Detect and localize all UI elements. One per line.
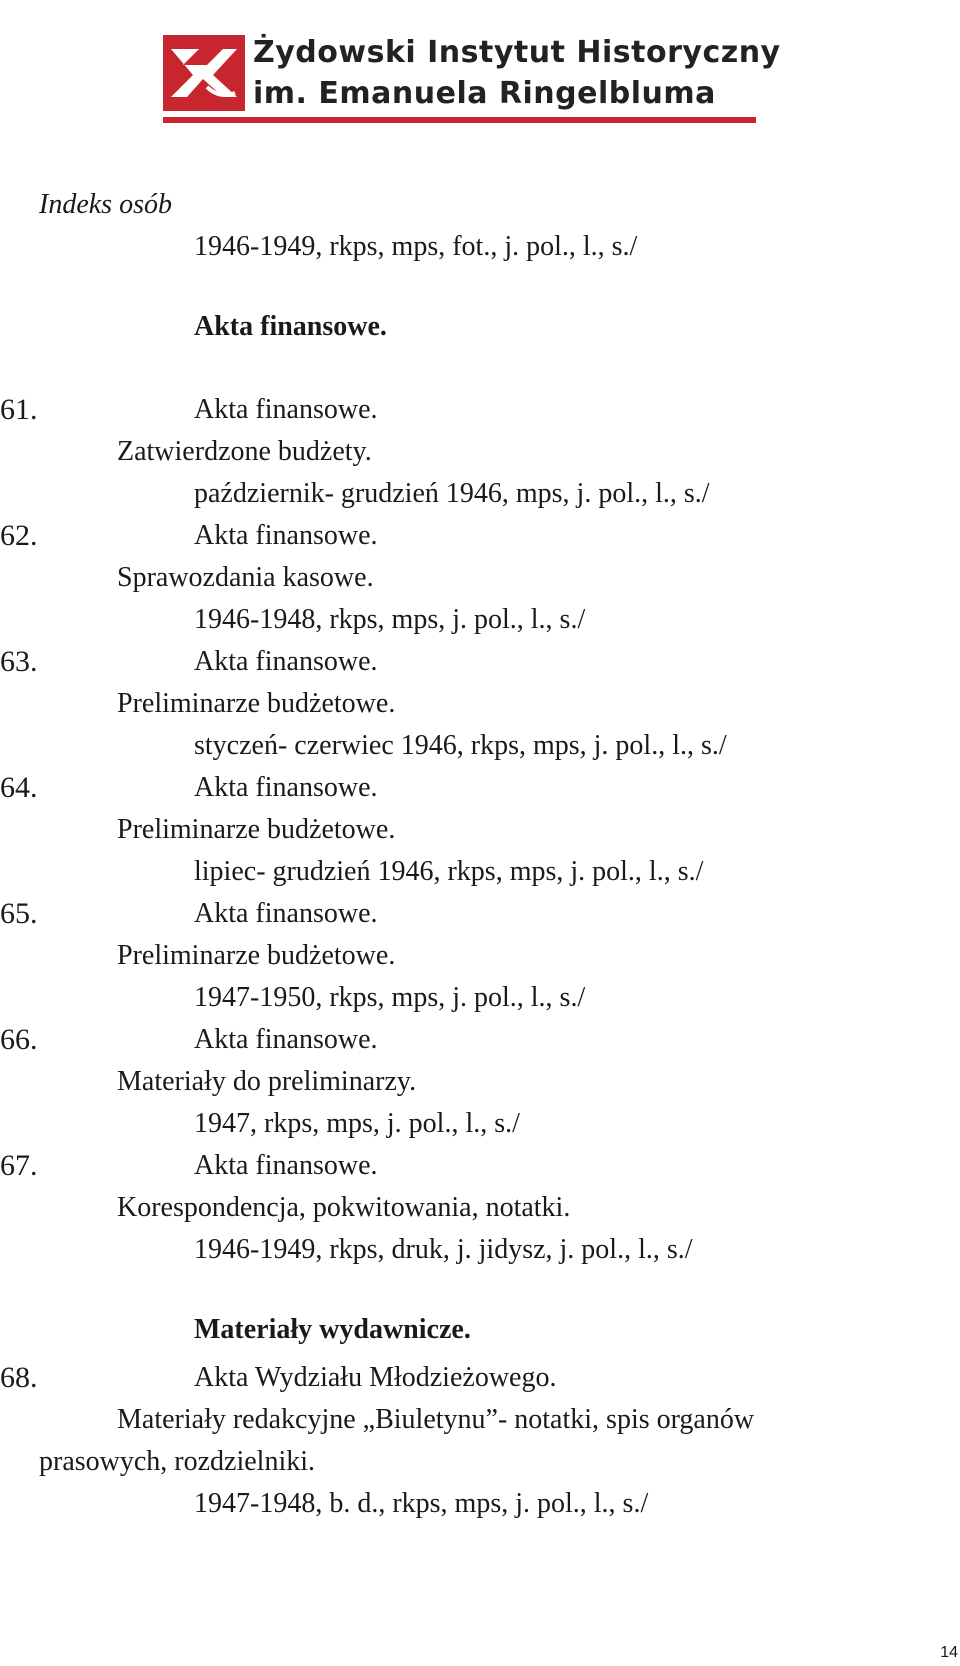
entry-details: październik- grudzień 1946, mps, j. pol., l., s./ bbox=[194, 478, 710, 509]
entry-details: styczeń- czerwiec 1946, rkps, mps, j. pol., l., s./ bbox=[194, 730, 727, 761]
entry-details: 1947-1950, rkps, mps, j. pol., l., s./ bbox=[194, 982, 586, 1013]
entry-details: 1946-1949, rkps, druk, j. jidysz, j. pol., l., s./ bbox=[194, 1234, 693, 1265]
entry-subtitle-continued: prasowych, rozdzielniki. bbox=[39, 1446, 316, 1477]
entry-details: 1946-1948, rkps, mps, j. pol., l., s./ bbox=[194, 604, 586, 635]
entry-title: Akta Wydziału Młodzieżowego. bbox=[194, 1362, 557, 1393]
intro-details: 1946-1949, rkps, mps, fot., j. pol., l., s./ bbox=[194, 231, 638, 262]
entry-number: 61. bbox=[0, 393, 38, 426]
entry-subtitle: Preliminarze budżetowe. bbox=[117, 688, 396, 719]
entry-subtitle: Preliminarze budżetowe. bbox=[117, 940, 396, 971]
entry-title: Akta finansowe. bbox=[194, 646, 378, 677]
entry-number: 62. bbox=[0, 519, 38, 552]
institute-name-line1: Żydowski Instytut Historyczny bbox=[253, 35, 781, 70]
entry-subtitle: Materiały do preliminarzy. bbox=[117, 1066, 417, 1097]
entry-title: Akta finansowe. bbox=[194, 898, 378, 929]
entry-title: Akta finansowe. bbox=[194, 772, 378, 803]
page-number: 14 bbox=[940, 1644, 958, 1661]
section-heading: Indeks osób bbox=[39, 189, 172, 220]
group-title-publications: Materiały wydawnicze. bbox=[194, 1314, 471, 1345]
entry-title: Akta finansowe. bbox=[194, 1150, 378, 1181]
entry-number: 65. bbox=[0, 897, 38, 930]
entry-subtitle: Korespondencja, pokwitowania, notatki. bbox=[117, 1192, 571, 1223]
entry-number: 66. bbox=[0, 1023, 38, 1056]
entry-details: 1947, rkps, mps, j. pol., l., s./ bbox=[194, 1108, 520, 1139]
entry-number: 64. bbox=[0, 771, 38, 804]
entry-number: 68. bbox=[0, 1361, 38, 1394]
entry-number: 67. bbox=[0, 1149, 38, 1182]
entry-subtitle: Materiały redakcyjne „Biuletynu”- notatki, spis organów bbox=[117, 1404, 755, 1435]
entry-title: Akta finansowe. bbox=[194, 520, 378, 551]
entry-title: Akta finansowe. bbox=[194, 1024, 378, 1055]
entry-details: 1947-1948, b. d., rkps, mps, j. pol., l., s./ bbox=[194, 1488, 649, 1519]
institute-name-line2: im. Emanuela Ringelbluma bbox=[253, 76, 716, 111]
group-title-finance: Akta finansowe. bbox=[194, 311, 387, 342]
entry-subtitle: Preliminarze budżetowe. bbox=[117, 814, 396, 845]
entry-details: lipiec- grudzień 1946, rkps, mps, j. pol., l., s./ bbox=[194, 856, 704, 887]
entry-subtitle: Sprawozdania kasowe. bbox=[117, 562, 374, 593]
entry-number: 63. bbox=[0, 645, 38, 678]
entry-title: Akta finansowe. bbox=[194, 394, 378, 425]
entry-subtitle: Zatwierdzone budżety. bbox=[117, 436, 372, 467]
